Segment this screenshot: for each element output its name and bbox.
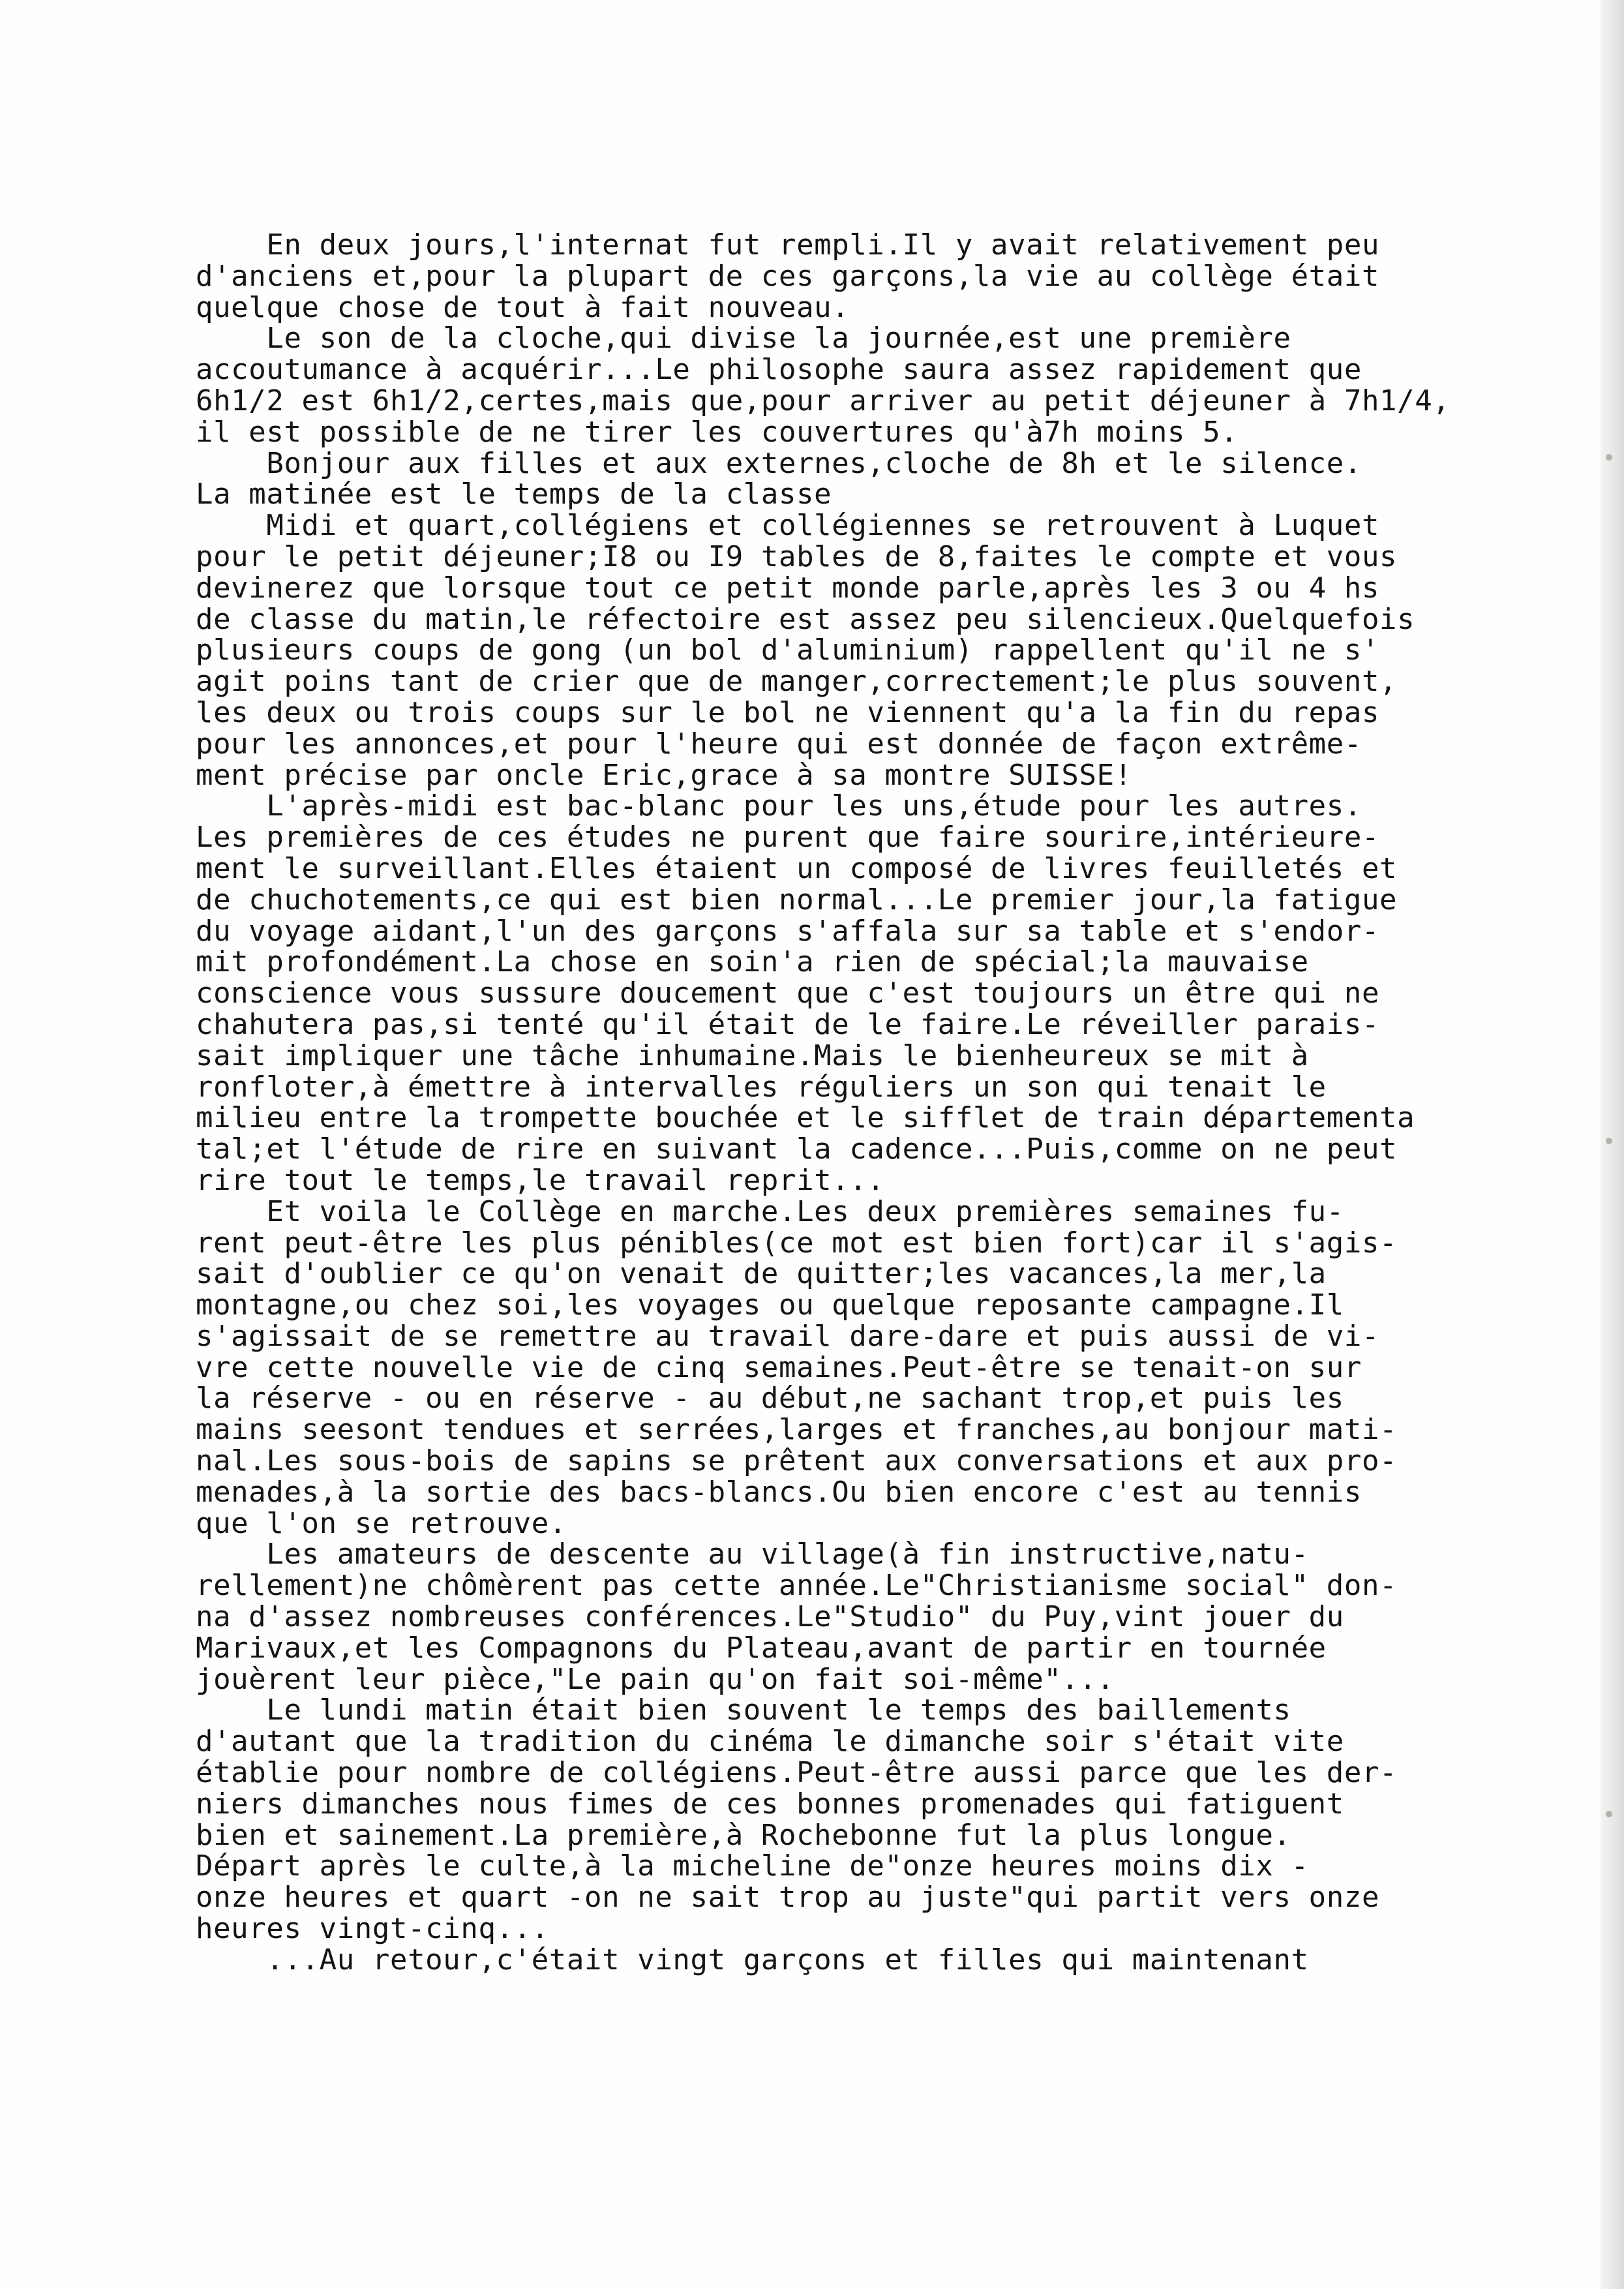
text-line: vre cette nouvelle vie de cinq semaines.Peut-être se tenait-on sur — [196, 1350, 1362, 1384]
text-line: Les premières de ces études ne purent que faire sourire,intérieure- — [196, 821, 1380, 855]
text-line: Le son de la cloche,qui divise la journée,est une première — [196, 322, 1291, 356]
text-line: nal.Les sous-bois de sapins se prêtent aux conversations et aux pro- — [196, 1444, 1398, 1478]
text-line: bien et sainement.La première,à Rochebonne fut la plus longue. — [196, 1818, 1291, 1852]
text-line: jouèrent leur pièce,"Le pain qu'on fait soi-même"... — [196, 1662, 1115, 1696]
text-line: mit profondément.La chose en soin'a rien de spécial;la mauvaise — [196, 945, 1309, 979]
text-line: sait d'oublier ce qu'on venait de quitter;les vacances,la mer,la — [196, 1257, 1327, 1291]
text-line: na d'assez nombreuses conférences.Le"Studio" du Puy,vint jouer du — [196, 1600, 1344, 1634]
text-line: de classe du matin,le réfectoire est assez peu silencieux.Quelquefois — [196, 602, 1415, 636]
text-line: il est possible de ne tirer les couvertures qu'à7h moins 5. — [196, 415, 1239, 449]
punch-hole-mark — [1606, 454, 1612, 461]
text-line: du voyage aidant,l'un des garçons s'affala sur sa table et s'endor- — [196, 914, 1380, 948]
text-line: menades,à la sortie des bacs-blancs.Ou bien encore c'est au tennis — [196, 1475, 1362, 1509]
text-line: établie pour nombre de collégiens.Peut-être aussi parce que les der- — [196, 1756, 1398, 1790]
punch-hole-mark — [1606, 1811, 1612, 1817]
typewritten-text — [196, 230, 1539, 1976]
text-line: milieu entre la trompette bouchée et le sifflet de train départementa — [196, 1101, 1415, 1135]
text-line: agit poins tant de crier que de manger,correctement;le plus souvent, — [196, 665, 1398, 699]
text-line: Midi et quart,collégiens et collégiennes se retrouvent à Luquet — [196, 509, 1380, 543]
text-line: conscience vous sussure doucement que c'est toujours un être qui ne — [196, 977, 1380, 1010]
text-line: devinerez que lorsque tout ce petit monde parle,après les 3 ou 4 hs — [196, 571, 1380, 605]
text-line: quelque chose de tout à fait nouveau. — [196, 290, 850, 324]
text-line: de chuchotements,ce qui est bien normal...Le premier jour,la fatigue — [196, 883, 1398, 917]
text-line: pour le petit déjeuner;I8 ou I9 tables de 8,faites le compte et vous — [196, 539, 1398, 573]
text-line: montagne,ou chez soi,les voyages ou quelque reposante campagne.Il — [196, 1288, 1344, 1322]
text-line: 6h1/2 est 6h1/2,certes,mais que,pour arriver au petit déjeuner à 7h1/4, — [196, 384, 1451, 417]
text-line: d'anciens et,pour la plupart de ces garçons,la vie au collège était — [196, 259, 1380, 293]
text-line: heures vingt-cinq... — [196, 1912, 549, 1946]
text-line: L'après-midi est bac-blanc pour les uns,étude pour les autres. — [196, 789, 1362, 823]
text-line: que l'on se retrouve. — [196, 1506, 567, 1540]
text-line: ronfloter,à émettre à intervalles réguliers un son qui tenait le — [196, 1070, 1327, 1104]
text-line: ...Au retour,c'était vingt garçons et filles qui maintenant — [196, 1943, 1309, 1977]
text-line: plusieurs coups de gong (un bol d'aluminium) rappellent qu'il ne s' — [196, 633, 1380, 667]
text-line: sait impliquer une tâche inhumaine.Mais le bienheureux se mit à — [196, 1038, 1309, 1072]
text-line: rent peut-être les plus pénibles(ce mot est bien fort)car il s'agis- — [196, 1226, 1398, 1260]
text-line: pour les annonces,et pour l'heure qui est donnée de façon extrême- — [196, 727, 1362, 761]
text-line: s'agissait de se remettre au travail dare-dare et puis aussi de vi- — [196, 1319, 1380, 1353]
punch-hole-mark — [1606, 1138, 1612, 1144]
page-edge-shadow — [1601, 0, 1624, 2289]
text-line: onze heures et quart -on ne sait trop au juste"qui partit vers onze — [196, 1881, 1380, 1915]
text-line: niers dimanches nous fimes de ces bonnes promenades qui fatiguent — [196, 1787, 1344, 1821]
text-line: Bonjour aux filles et aux externes,cloche de 8h et le silence. — [196, 446, 1362, 480]
text-line: accoutumance à acquérir...Le philosophe saura assez rapidement que — [196, 353, 1362, 387]
text-line: chahutera pas,si tenté qu'il était de le faire.Le réveiller parais- — [196, 1007, 1380, 1041]
text-line: Et voila le Collège en marche.Les deux premières semaines fu- — [196, 1194, 1344, 1228]
text-line: rellement)ne chômèrent pas cette année.Le"Christianisme social" don- — [196, 1569, 1398, 1603]
text-line: la réserve - ou en réserve - au début,ne sachant trop,et puis les — [196, 1382, 1344, 1416]
text-line: mains seesont tendues et serrées,larges et franches,au bonjour mati- — [196, 1413, 1398, 1447]
text-line: d'autant que la tradition du cinéma le dimanche soir s'était vite — [196, 1725, 1344, 1759]
text-line: La matinée est le temps de la classe — [196, 478, 832, 511]
text-line: Marivaux,et les Compagnons du Plateau,avant de partir en tournée — [196, 1631, 1327, 1665]
text-line: rire tout le temps,le travail reprit... — [196, 1163, 885, 1197]
text-line: les deux ou trois coups sur le bol ne viennent qu'a la fin du repas — [196, 695, 1380, 729]
text-line: Les amateurs de descente au village(à fin instructive,natu- — [196, 1538, 1309, 1571]
text-line: ment le surveillant.Elles étaient un composé de livres feuilletés et — [196, 851, 1398, 885]
text-line: tal;et l'étude de rire en suivant la cadence...Puis,comme on ne peut — [196, 1132, 1398, 1166]
text-line: Le lundi matin était bien souvent le temps des baillements — [196, 1693, 1291, 1727]
text-line: En deux jours,l'internat fut rempli.Il y avait relativement peu — [196, 228, 1380, 262]
text-line: ment précise par oncle Eric,grace à sa montre SUISSE! — [196, 758, 1132, 792]
text-line: Départ après le culte,à la micheline de"onze heures moins dix - — [196, 1849, 1309, 1883]
